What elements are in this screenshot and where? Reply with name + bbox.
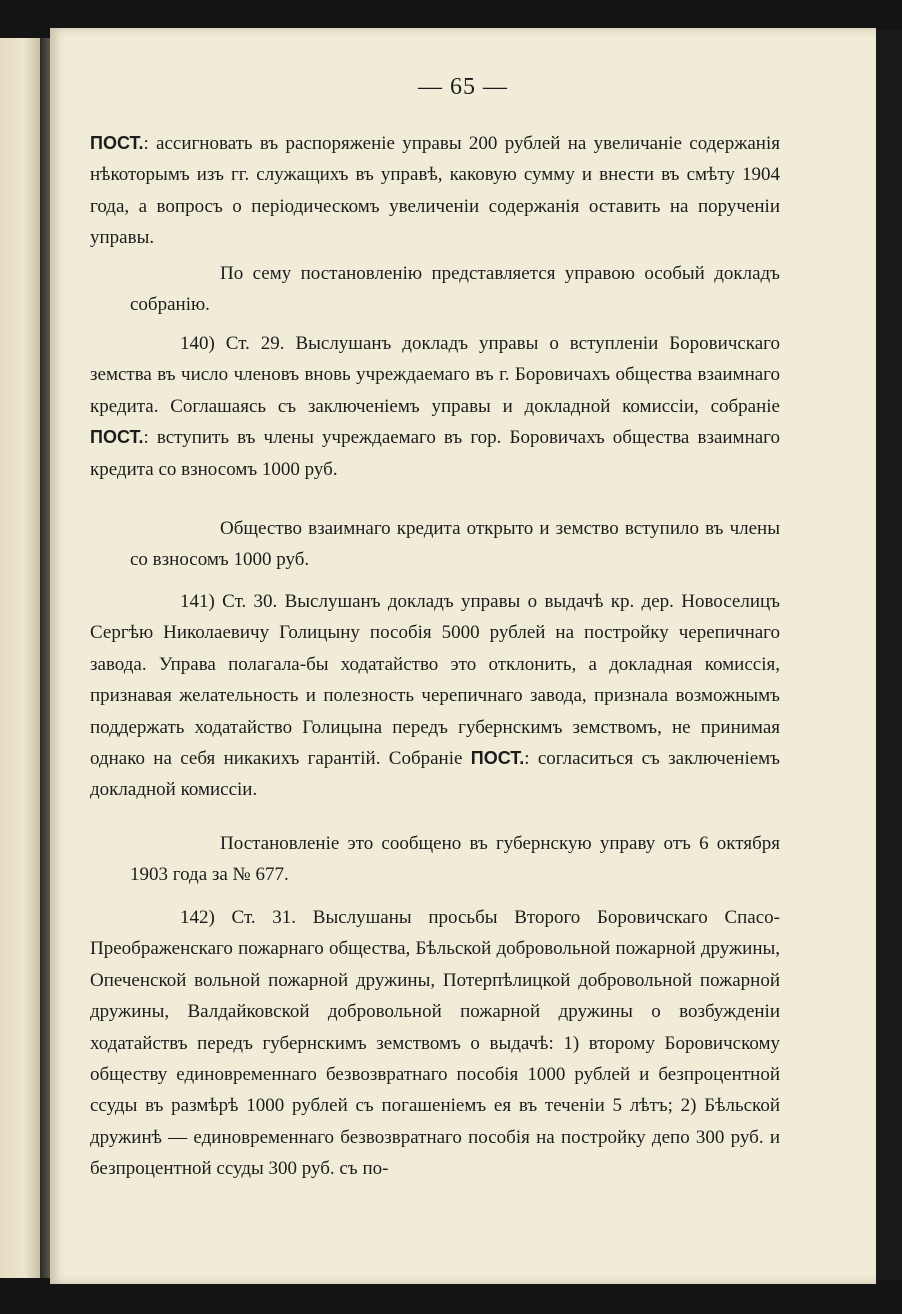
resolution-keyword: ПОСТ.: [90, 133, 144, 153]
paragraph-item-141: [90, 586, 780, 806]
left-page-edge: [0, 38, 40, 1278]
paragraph-item-140: [90, 328, 780, 485]
paragraph-item-142: [90, 902, 780, 1185]
paragraph-text: : согласиться съ заключеніемъ докладной комиссіи.: [90, 748, 781, 801]
page-number: — 65 —: [418, 74, 508, 100]
paragraph-text: : ассигновать въ распоряженіе управы 200 рублей на увеличаніе содержанія нѣкоторымъ изъ гг. служащихъ въ управѣ, каковую сумму и внести въ смѣту 1904 года, а вопросъ о періодическомъ увеличеніи содержанія оставить на порученіи управы.: [90, 133, 780, 249]
paragraph-resolution-salary: [90, 128, 780, 254]
note-provincial-council: [130, 828, 780, 891]
paragraph-text: 140) Ст. 29. Выслушанъ докладъ управы о вступленіи Боровичскаго земства въ число членовъ вновь учреждаемаго въ г. Боровичахъ общества взаимнаго кредита. Соглашаясь съ заключеніемъ управы и докладной комиссіи, собраніе: [90, 333, 780, 417]
resolution-keyword: ПОСТ.: [90, 427, 144, 448]
paragraph-text: 142) Ст. 31. Выслушаны просьбы Второго Боровичскаго Спасо-Преображенскаго пожарнаго общества, Бѣльской добровольной пожарной дружины, Опеченской вольной пожарной дружины, Потерпѣлицкой добровольной пожарной дружины, Валдайковской добровольной пожарной дружины о возбужденіи ходатайствъ передъ губернскимъ земствомъ о выдачѣ: 1) второму Боровичскому обществу единовременнаго безвозвратнаго пособія 1000 рублей и безпроцентной ссуды въ размѣрѣ 1000 рублей съ погашеніемъ ея въ теченіи 5 лѣтъ; 2) Бѣльской дружинѣ — единовременнаго безвозвратнаго пособія на постройку депо 300 руб. и безпроцентной ссуды 300 руб. съ по-: [90, 907, 780, 1180]
paragraph-text: : вступить въ члены учреждаемаго въ гор. Боровичахъ общества взаимнаго кредита со взносомъ 1000 руб.: [90, 427, 780, 480]
note-special-report: [130, 258, 780, 321]
note-credit-society: [130, 513, 780, 576]
resolution-keyword: ПОСТ.: [470, 748, 525, 769]
scan-background: [876, 30, 902, 1280]
document-page: [50, 28, 876, 1284]
note-text: По сему постановленію представляется управою особый докладъ собранію.: [130, 263, 780, 316]
book-gutter: [40, 38, 50, 1278]
paragraph-text: 141) Ст. 30. Выслушанъ докладъ управы о выдачѣ кр. дер. Новоселицъ Сергѣю Николаевичу Голицыну пособія 5000 рублей на постройку черепичнаго завода. Управа полагала-бы ходатайство это отклонить, а докладная комиссія, признавая желательность и полезность черепичнаго завода, признала возможнымъ поддержать ходатайство Голицына передъ губернскимъ земствомъ, не принимая однако на себя никакихъ гарантій. Собраніе: [90, 591, 780, 770]
note-text: Общество взаимнаго кредита открыто и земство вступило въ члены со взносомъ 1000 руб.: [130, 518, 780, 571]
note-text: Постановленіе это сообщено въ губернскую управу отъ 6 октября 1903 года за № 677.: [130, 833, 780, 886]
